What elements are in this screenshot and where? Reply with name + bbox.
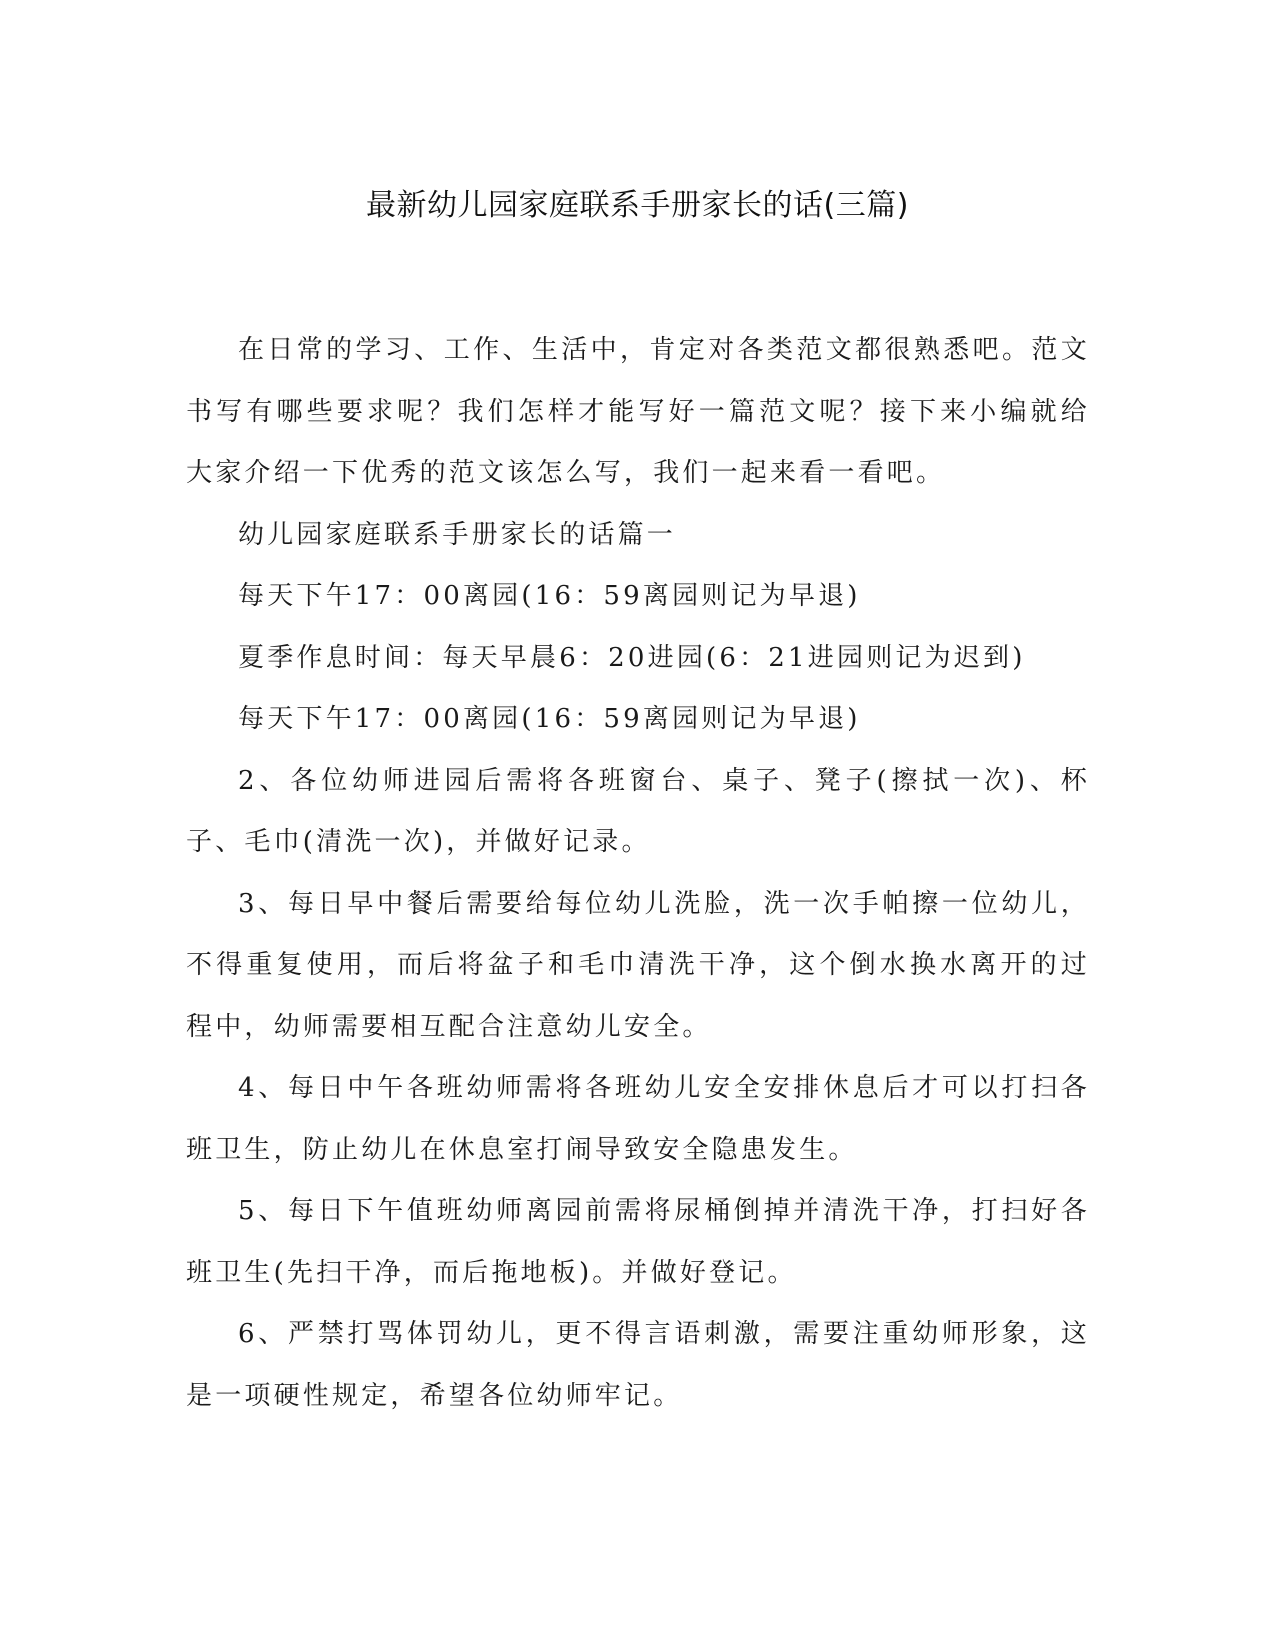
document-title: 最新幼儿园家庭联系手册家长的话(三篇)	[366, 188, 909, 223]
schedule-line: 每天下午17：00离园(16：59离园则记为早退)	[238, 581, 861, 611]
intro-paragraph: 在日常的学习、工作、生活中，肯定对各类范文都很熟悉吧。范文书写有哪些要求呢？我们怎样才能写好一篇范文呢？接下来小编就给大家介绍一下优秀的范文该怎么写，我们一起来看一看吧。	[186, 335, 1090, 488]
rule-paragraph: 6、严禁打骂体罚幼儿，更不得言语刺激，需要注重幼师形象，这是一项硬性规定，希望各位幼师牢记。	[186, 1319, 1090, 1411]
rule-paragraph: 4、每日中午各班幼师需将各班幼儿安全安排休息后才可以打扫各班卫生，防止幼儿在休息室打闹导致安全隐患发生。	[186, 1073, 1090, 1165]
document-body	[186, 320, 1090, 1427]
schedule-line: 每天下午17：00离园(16：59离园则记为早退)	[238, 704, 861, 734]
section-heading: 幼儿园家庭联系手册家长的话篇一	[238, 519, 677, 550]
schedule-line: 夏季作息时间：每天早晨6：20进园(6：21进园则记为迟到)	[238, 642, 1026, 673]
rule-paragraph: 2、各位幼师进园后需将各班窗台、桌子、凳子(擦拭一次)、杯子、毛巾(清洗一次)，并做好记录。	[186, 765, 1090, 857]
rule-paragraph: 5、每日下午值班幼师离园前需将尿桶倒掉并清洗干净，打扫好各班卫生(先扫干净，而后拖地板)。并做好登记。	[186, 1196, 1090, 1288]
rule-paragraph: 3、每日早中餐后需要给每位幼儿洗脸，洗一次手帕擦一位幼儿，不得重复使用，而后将盆子和毛巾清洗干净，这个倒水换水离开的过程中，幼师需要相互配合注意幼儿安全。	[186, 888, 1090, 1042]
